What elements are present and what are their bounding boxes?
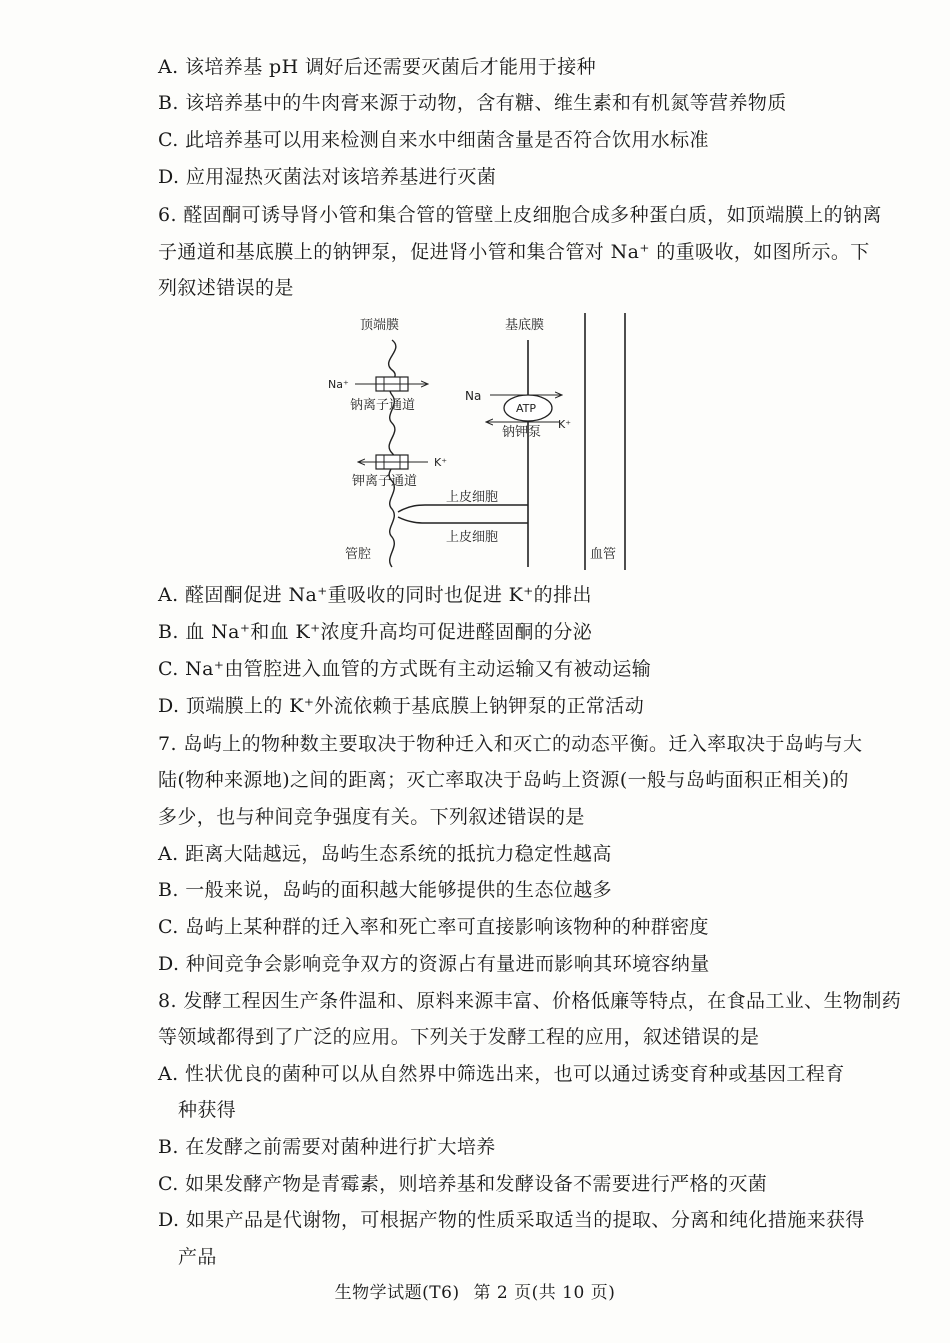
q6-option-c: C. Na⁺由管腔进入血管的方式既有主动运输又有被动运输	[158, 658, 652, 680]
q8-option-d-cont: 产品	[178, 1246, 217, 1268]
q5-option-a: A. 该培养基 pH 调好后还需要灭菌后才能用于接种	[158, 56, 597, 78]
label-pump: 钠钾泵	[502, 425, 542, 440]
q7-stem-line-2: 陆(物种来源地)之间的距离；灭亡率取决于岛屿上资源(一般与岛屿面积正相关)的	[158, 769, 849, 791]
label-basal-membrane: 基底膜	[505, 318, 545, 333]
label-lumen: 管腔	[345, 547, 372, 562]
q6-option-d: D. 顶端膜上的 K⁺外流依赖于基底膜上钠钾泵的正常活动	[158, 695, 645, 717]
footer-subject: 生物学试题(T6)	[334, 1283, 460, 1303]
q7-option-a: A. 距离大陆越远，岛屿生态系统的抵抗力稳定性越高	[158, 843, 612, 865]
label-epithelial-cell-1: 上皮细胞	[446, 490, 499, 505]
cell-boundary-upper	[398, 505, 528, 512]
label-atp: ATP	[516, 402, 537, 415]
q8-stem-line-1: 8. 发酵工程因生产条件温和、原料来源丰富、价格低廉等特点，在食品工业、生物制药	[158, 990, 902, 1012]
label-k-channel: 钾离子通道	[352, 474, 418, 489]
q6-stem-line-1: 6. 醛固酮可诱导肾小管和集合管的管壁上皮细胞合成多种蛋白质，如顶端膜上的钠离	[158, 204, 882, 226]
label-k-plus: K⁺	[434, 456, 448, 469]
footer-page-number: 第 2 页(共 10 页)	[473, 1283, 616, 1303]
cell-boundary-lower	[398, 517, 528, 523]
q8-stem-line-2: 等领域都得到了广泛的应用。下列关于发酵工程的应用，叙述错误的是	[158, 1026, 760, 1048]
q8-option-a-cont: 种获得	[178, 1099, 237, 1121]
label-blood-vessel: 血管	[590, 547, 617, 562]
label-na-channel: 钠离子通道	[350, 398, 416, 413]
q6-option-b: B. 血 Na⁺和血 K⁺浓度升高均可促进醛固酮的分泌	[158, 621, 593, 643]
q5-option-d: D. 应用湿热灭菌法对该培养基进行灭菌	[158, 166, 497, 188]
q8-option-d: D. 如果产品是代谢物，可根据产物的性质采取适当的提取、分离和纯化措施来获得	[158, 1209, 865, 1231]
q6-option-a: A. 醛固酮促进 Na⁺重吸收的同时也促进 K⁺的排出	[158, 584, 592, 606]
q7-option-b: B. 一般来说，岛屿的面积越大能够提供的生态位越多	[158, 879, 613, 901]
apical-membrane-line	[389, 340, 396, 567]
q7-option-d: D. 种间竞争会影响竞争双方的资源占有量进而影响其环境容纳量	[158, 953, 710, 975]
label-na-plus: Na⁺	[328, 378, 349, 391]
q6-stem-line-3: 列叙述错误的是	[158, 277, 294, 299]
label-epithelial-cell-2: 上皮细胞	[446, 530, 499, 545]
label-na: Na	[465, 389, 482, 403]
q8-option-b: B. 在发酵之前需要对菌种进行扩大培养	[158, 1136, 496, 1158]
q7-stem-line-1: 7. 岛屿上的物种数主要取决于物种迁入和灭亡的动态平衡。迁入率取决于岛屿与大	[158, 733, 863, 755]
q8-option-a: A. 性状优良的菌种可以从自然界中筛选出来，也可以通过诱变育种或基因工程育	[158, 1063, 845, 1085]
label-k-plus-pump: K⁺	[558, 418, 572, 431]
q5-option-b: B. 该培养基中的牛肉膏来源于动物，含有糖、维生素和有机氮等营养物质	[158, 92, 787, 114]
q8-option-c: C. 如果发酵产物是青霉素，则培养基和发酵设备不需要进行严格的灭菌	[158, 1173, 768, 1195]
page-footer	[0, 1278, 950, 1303]
q7-stem-line-3: 多少，也与种间竞争强度有关。下列叙述错误的是	[158, 806, 585, 828]
q5-option-c: C. 此培养基可以用来检测自来水中细菌含量是否符合饮用水标准	[158, 129, 709, 151]
q6-figure	[310, 305, 650, 580]
q6-stem-line-2: 子通道和基底膜上的钠钾泵，促进肾小管和集合管对 Na⁺ 的重吸收，如图所示。下	[158, 241, 870, 263]
q7-option-c: C. 岛屿上某种群的迁入率和死亡率可直接影响该物种的种群密度	[158, 916, 709, 938]
label-apical-membrane: 顶端膜	[360, 318, 400, 333]
